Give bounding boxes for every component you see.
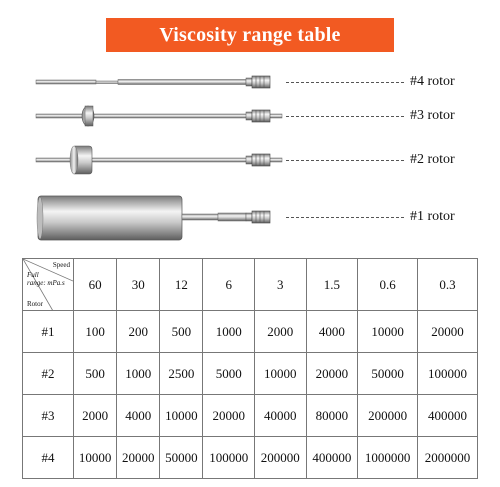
table-cell: 100 (74, 311, 117, 353)
corner-range-label (27, 271, 65, 287)
table-cell: 400000 (306, 437, 358, 479)
rotor-4-label: #4 rotor (410, 74, 455, 89)
rotor-3-leader (286, 116, 404, 117)
speed-header: 12 (160, 259, 203, 311)
rotor-3-label: #3 rotor (410, 108, 455, 123)
table-cell: 10000 (255, 353, 307, 395)
table-cell: 200000 (358, 395, 418, 437)
speed-header: 6 (203, 259, 255, 311)
table-cell: 40000 (255, 395, 307, 437)
table-cell: 50000 (160, 437, 203, 479)
table-cell: 200 (117, 311, 160, 353)
table-cell: 2500 (160, 353, 203, 395)
corner-rotor-label: Rotor (27, 300, 43, 308)
speed-header: 1.5 (306, 259, 358, 311)
table-row (23, 437, 478, 479)
row-rotor-label: #1 (23, 311, 74, 353)
rotor-2-image (36, 146, 282, 174)
rotor-4-image (36, 76, 270, 88)
table-cell: 1000 (117, 353, 160, 395)
table-corner-cell (23, 259, 74, 311)
rotor-4-leader (286, 82, 404, 83)
speed-header: 0.3 (418, 259, 478, 311)
table-header-row (23, 259, 478, 311)
table-cell: 2000 (74, 395, 117, 437)
table-cell: 10000 (160, 395, 203, 437)
table-cell: 100000 (203, 437, 255, 479)
table-cell: 4000 (117, 395, 160, 437)
table-cell: 1000000 (358, 437, 418, 479)
rotor-1-image (37, 196, 270, 240)
rotor-2-leader (286, 160, 404, 161)
corner-range-line1: Full (27, 271, 39, 279)
table-cell: 2000000 (418, 437, 478, 479)
table-cell: 20000 (117, 437, 160, 479)
table-cell: 200000 (255, 437, 307, 479)
table-cell: 500 (160, 311, 203, 353)
table-cell: 5000 (203, 353, 255, 395)
table-cell: 500 (74, 353, 117, 395)
speed-header: 0.6 (358, 259, 418, 311)
rotor-1-label: #1 rotor (410, 209, 455, 224)
speed-header: 3 (255, 259, 307, 311)
table-cell: 80000 (306, 395, 358, 437)
table-cell: 4000 (306, 311, 358, 353)
speed-header: 60 (74, 259, 117, 311)
table-cell: 20000 (418, 311, 478, 353)
table-cell: 10000 (358, 311, 418, 353)
table-cell: 2000 (255, 311, 307, 353)
rotor-1-leader (286, 217, 404, 218)
row-rotor-label: #2 (23, 353, 74, 395)
table-cell: 50000 (358, 353, 418, 395)
table-cell: 20000 (203, 395, 255, 437)
rotor-2-label: #2 rotor (410, 152, 455, 167)
row-rotor-label: #4 (23, 437, 74, 479)
rotor-3-image (36, 106, 282, 126)
table-row (23, 311, 478, 353)
title-text: Viscosity range table (159, 23, 341, 46)
corner-range-line2: range: mPa.s (27, 279, 65, 287)
table-cell: 1000 (203, 311, 255, 353)
row-rotor-label: #3 (23, 395, 74, 437)
table-cell: 400000 (418, 395, 478, 437)
table-cell: 20000 (306, 353, 358, 395)
table-cell: 10000 (74, 437, 117, 479)
corner-speed-label: Speed (52, 261, 70, 269)
table-cell: 100000 (418, 353, 478, 395)
table-row (23, 353, 478, 395)
speed-header: 30 (117, 259, 160, 311)
viscosity-range-table (22, 258, 478, 479)
table-row (23, 395, 478, 437)
